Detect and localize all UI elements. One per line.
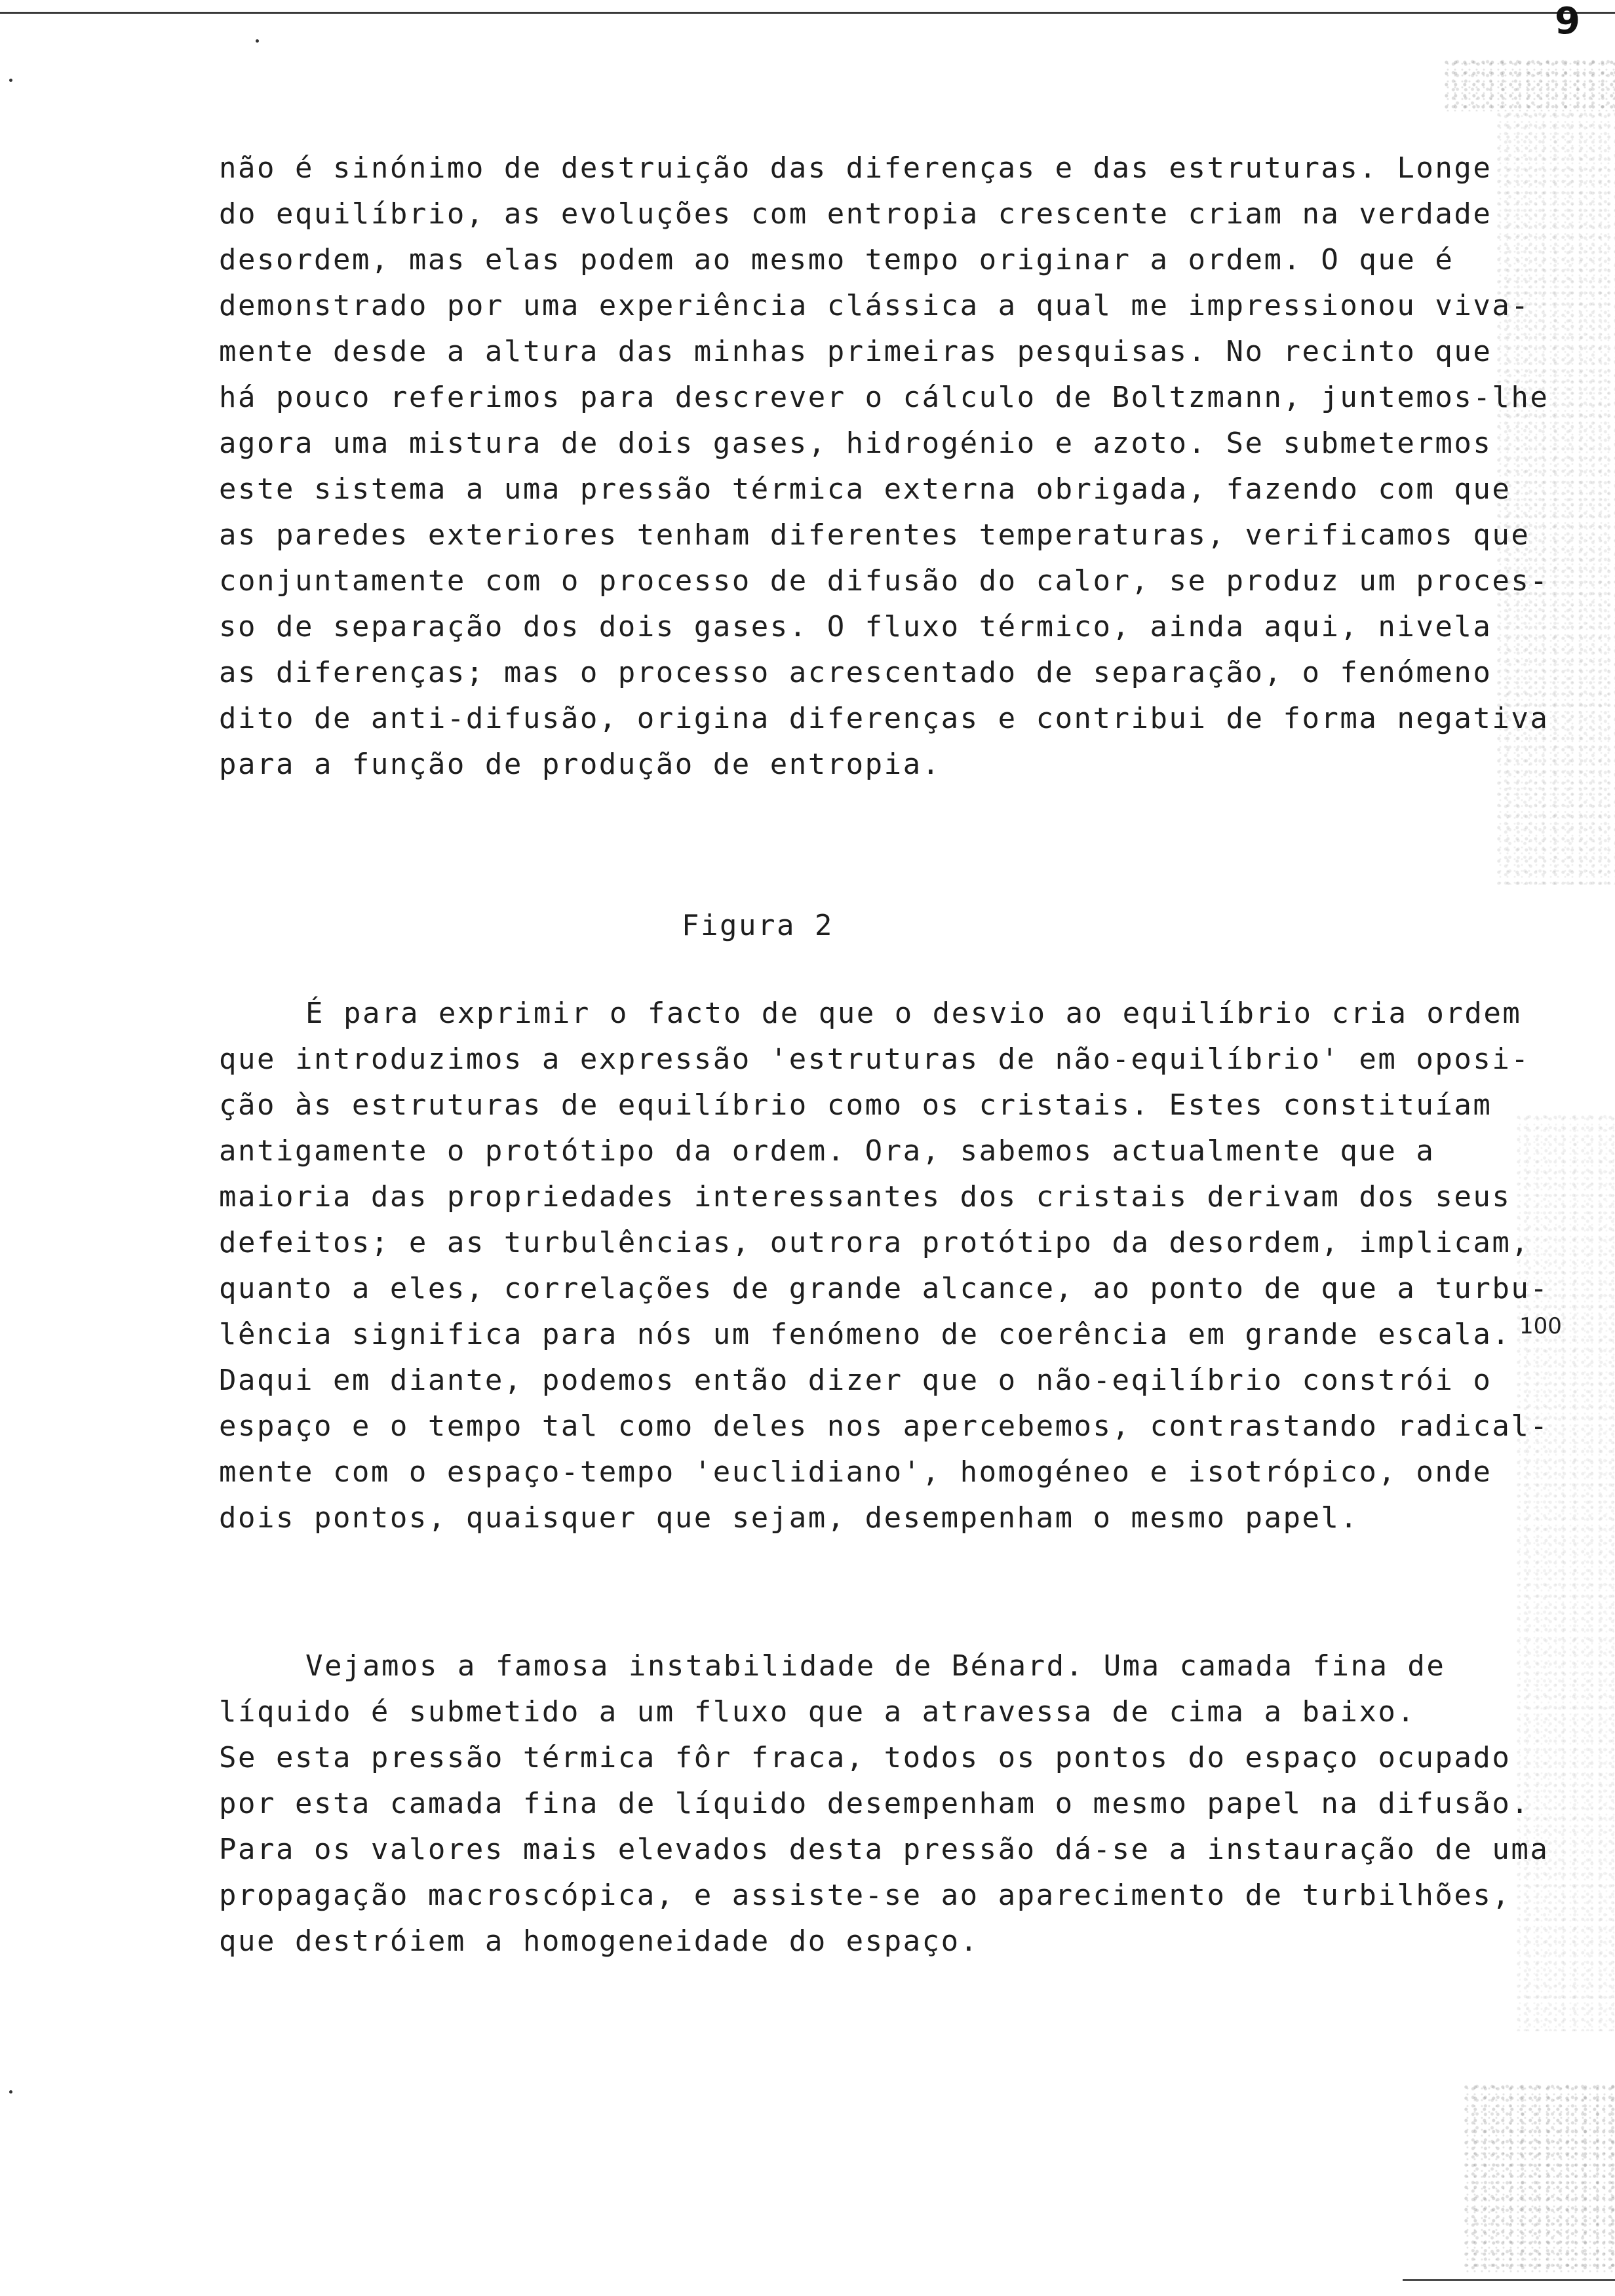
text-line: que destróiem a homogeneidade do espaço.	[219, 1924, 979, 1958]
text-line: Para os valores mais elevados desta pressão dá-se a instauração de uma	[219, 1833, 1549, 1866]
top-rule	[0, 12, 1615, 14]
stray-mark	[9, 2090, 12, 2094]
text-line: por esta camada fina de líquido desempenham o mesmo papel na difusão.	[219, 1787, 1530, 1820]
text-line: Daqui em diante, podemos então dizer que o não-eqilíbrio constrói o	[219, 1364, 1492, 1397]
text-line: há pouco referimos para descrever o cálculo de Boltzmann, juntemos-lhe	[219, 381, 1549, 414]
text-line: do equilíbrio, as evoluções com entropia crescente criam na verdade	[219, 197, 1492, 231]
text-line: antigamente o protótipo da ordem. Ora, sabemos actualmente que a	[219, 1134, 1435, 1168]
text-line: as diferenças; mas o processo acrescentado de separação, o fenómeno	[219, 656, 1492, 689]
paragraph-3	[219, 1643, 1582, 1964]
text-line: Vejamos a famosa instabilidade de Bénard. Uma camada fina de	[305, 1649, 1446, 1683]
bottom-rule	[1403, 2279, 1615, 2281]
text-line: propagação macroscópica, e assiste-se ao aparecimento de turbilhões,	[219, 1879, 1511, 1912]
text-line: líquido é submetido a um fluxo que a atravessa de cima a baixo.	[219, 1695, 1416, 1729]
text-line: para a função de produção de entropia.	[219, 748, 941, 781]
scan-noise	[1445, 59, 1615, 111]
paragraph-2	[219, 991, 1582, 1541]
scan-noise	[1464, 2084, 1615, 2274]
text-line: as paredes exteriores tenham diferentes temperaturas, verificamos que	[219, 518, 1530, 552]
stray-mark	[256, 39, 259, 43]
text-line: não é sinónimo de destruição das diferenças e das estruturas. Longe	[219, 151, 1492, 185]
handwritten-margin-note: 100	[1519, 1313, 1562, 1339]
text-line: mente desde a altura das minhas primeiras pesquisas. No recinto que	[219, 335, 1492, 368]
text-line: agora uma mistura de dois gases, hidrogénio e azoto. Se submetermos	[219, 427, 1492, 460]
text-line: demonstrado por uma experiência clássica a qual me impressionou viva-	[219, 289, 1530, 322]
text-line: mente com o espaço-tempo 'euclidiano', homogéneo e isotrópico, onde	[219, 1455, 1492, 1489]
text-line: maioria das propriedades interessantes dos cristais derivam dos seus	[219, 1180, 1511, 1214]
text-line: ção às estruturas de equilíbrio como os cristais. Estes constituíam	[219, 1088, 1492, 1122]
text-line: este sistema a uma pressão térmica externa obrigada, fazendo com que	[219, 472, 1511, 506]
text-line: desordem, mas elas podem ao mesmo tempo originar a ordem. O que é	[219, 243, 1454, 277]
text-line: defeitos; e as turbulências, outrora protótipo da desordem, implicam,	[219, 1226, 1530, 1259]
text-line: Se esta pressão térmica fôr fraca, todos os pontos do espaço ocupado	[219, 1741, 1511, 1774]
stray-mark	[9, 79, 12, 82]
text-line: conjuntamente com o processo de difusão do calor, se produz um proces-	[219, 564, 1549, 598]
text-line: lência significa para nós um fenómeno de coerência em grande escala.	[219, 1318, 1511, 1351]
paragraph-1	[219, 145, 1582, 788]
page-number: 9	[1555, 0, 1580, 43]
text-line: dito de anti-difusão, origina diferenças e contribui de forma negativa	[219, 702, 1549, 735]
text-line: quanto a eles, correlações de grande alcance, ao ponto de que a turbu-	[219, 1272, 1549, 1305]
text-line: que introduzimos a expressão 'estruturas de não-equilíbrio' em oposi-	[219, 1043, 1530, 1076]
text-line: É para exprimir o facto de que o desvio ao equilíbrio cria ordem	[305, 997, 1522, 1030]
figure-caption: Figura 2	[682, 909, 834, 942]
text-line: espaço e o tempo tal como deles nos apercebemos, contrastando radical-	[219, 1409, 1549, 1443]
text-line: dois pontos, quaisquer que sejam, desempenham o mesmo papel.	[219, 1501, 1359, 1535]
text-line: so de separação dos dois gases. O fluxo térmico, ainda aqui, nivela	[219, 610, 1492, 643]
